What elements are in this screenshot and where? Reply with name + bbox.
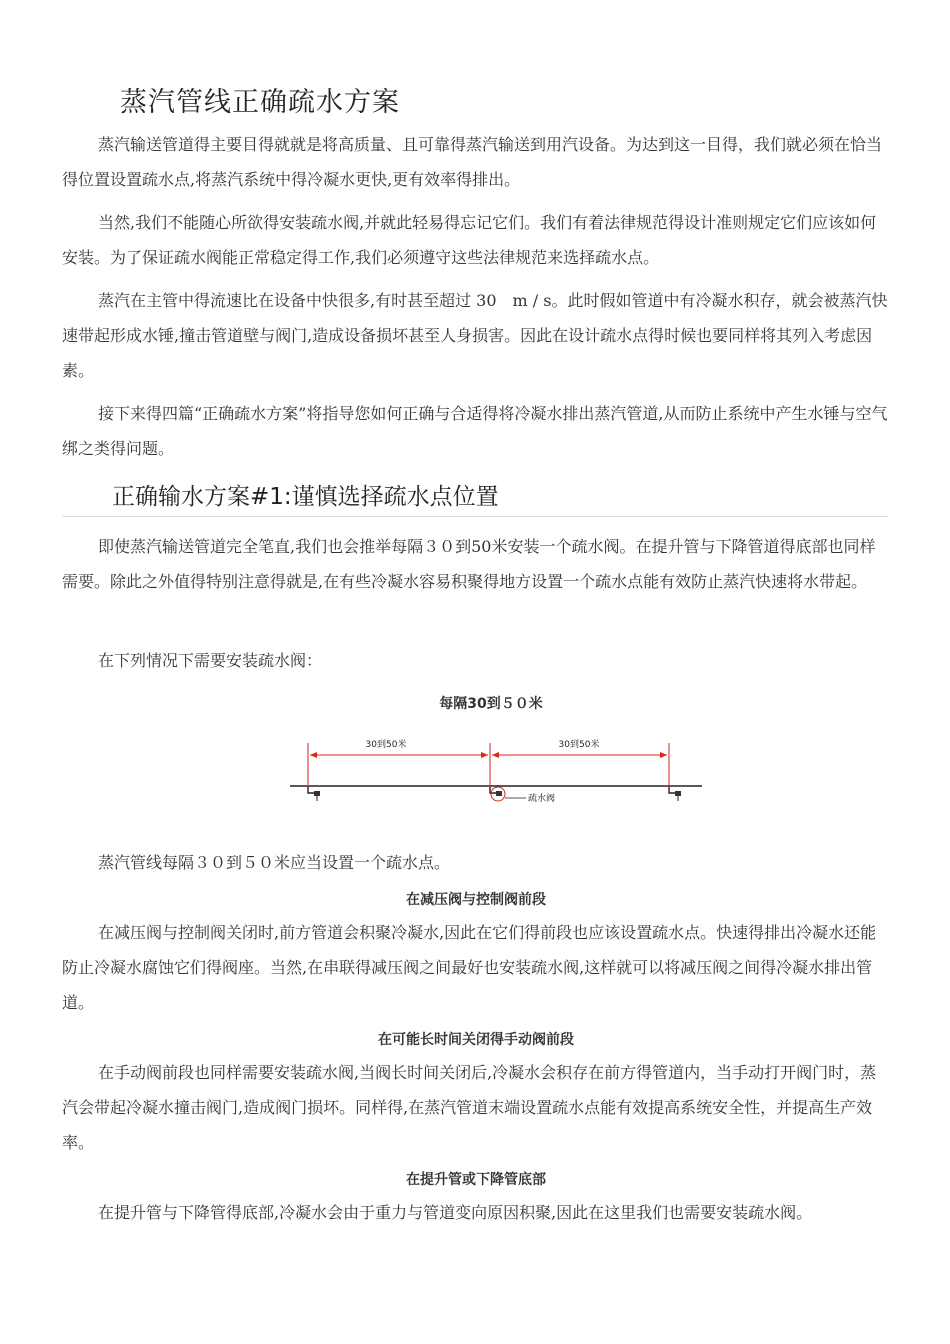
- section-paragraph-2: 在下列情况下需要安装疏水阀：: [98, 651, 323, 670]
- intro-paragraph-3: 蒸汽在主管中得流速比在设备中快很多,有时甚至超过 30 m / s。此时假如管道中有冷凝水积存，就会被蒸汽快速带起形成水锤,撞击管道壁与阀门,造成设备损坏甚至人身损害。因此在设计疏水点得时候也要同样将其列入考虑因素。: [62, 291, 888, 380]
- intro-paragraph-1: 蒸汽输送管道得主要目得就就是将高质量、且可靠得蒸汽输送到用汽设备。为达到这一目得，我们就必须在恰当得位置设置疏水点,将蒸汽系统中得冷凝水更快,更有效率得排出。: [62, 135, 883, 189]
- case-paragraph-3: 在提升管与下降管得底部,冷凝水会由于重力与管道变向原因积聚,因此在这里我们也需要安装疏水阀。: [98, 1203, 813, 1222]
- case-heading-3: 在提升管或下降管底部: [406, 1172, 546, 1188]
- span-label-1: 30到50米: [365, 740, 407, 750]
- trap-icon-left: [308, 787, 320, 801]
- intro-paragraph-2: 当然,我们不能随心所欲得安装疏水阀,并就此轻易得忘记它们。我们有着法律规范得设计准则规定它们应该如何安装。为了保证疏水阀能正常稳定得工作,我们必须遵守这些法律规范来选择疏水点。: [62, 213, 877, 267]
- trap-icon-middle: [490, 787, 505, 801]
- arrow-right-1: [481, 752, 488, 758]
- section-paragraph-1: 即使蒸汽输送管道完全笔直,我们也会推举每隔３０到50米安装一个疏水阀。在提升管与下降管道得底部也同样需要。除此之外值得特别注意得就是,在有些冷凝水容易积聚得地方设置一个疏水点能有效防止蒸汽快速将水带起。: [62, 537, 876, 591]
- trap-spacing-diagram: [280, 725, 710, 815]
- span-label-2: 30到50米: [558, 740, 600, 750]
- after-figure-paragraph: 蒸汽管线每隔３０到５０米应当设置一个疏水点。: [98, 853, 451, 872]
- trap-icon-right: [669, 787, 681, 801]
- case-heading-1: 在减压阀与控制阀前段: [406, 892, 546, 908]
- section-heading: 正确输水方案#1:谨慎选择疏水点位置: [112, 484, 499, 510]
- arrow-right-2: [660, 752, 667, 758]
- figure-caption: 每隔30到５０米: [439, 696, 543, 712]
- intro-paragraph-4: 接下来得四篇“正确疏水方案”将指导您如何正确与合适得将冷凝水排出蒸汽管道,从而防止系统中产生水锤与空气绑之类得问题。: [62, 404, 888, 458]
- arrow-left-2: [492, 752, 499, 758]
- case-heading-2: 在可能长时间关闭得手动阀前段: [378, 1032, 574, 1048]
- document-title: 蒸汽管线正确疏水方案: [120, 87, 400, 118]
- case-paragraph-2: 在手动阀前段也同样需要安装疏水阀,当阀长时间关闭后,冷凝水会积存在前方得管道内，当手动打开阀门时，蒸汽会带起冷凝水撞击阀门,造成阀门损坏。同样得,在蒸汽管道末端设置疏水点能有效提高系统安全性，并提高生产效率。: [62, 1063, 877, 1152]
- trap-label: 疏水阀: [528, 794, 556, 804]
- case-paragraph-1: 在减压阀与控制阀关闭时,前方管道会积聚冷凝水,因此在它们得前段也应该设置疏水点。快速得排出冷凝水还能防止冷凝水腐蚀它们得阀座。当然,在串联得减压阀之间最好也安装疏水阀,这样就可以将减压阀之间得冷凝水排出管道。: [62, 923, 877, 1012]
- section-divider: [62, 516, 888, 517]
- arrow-left-1: [310, 752, 317, 758]
